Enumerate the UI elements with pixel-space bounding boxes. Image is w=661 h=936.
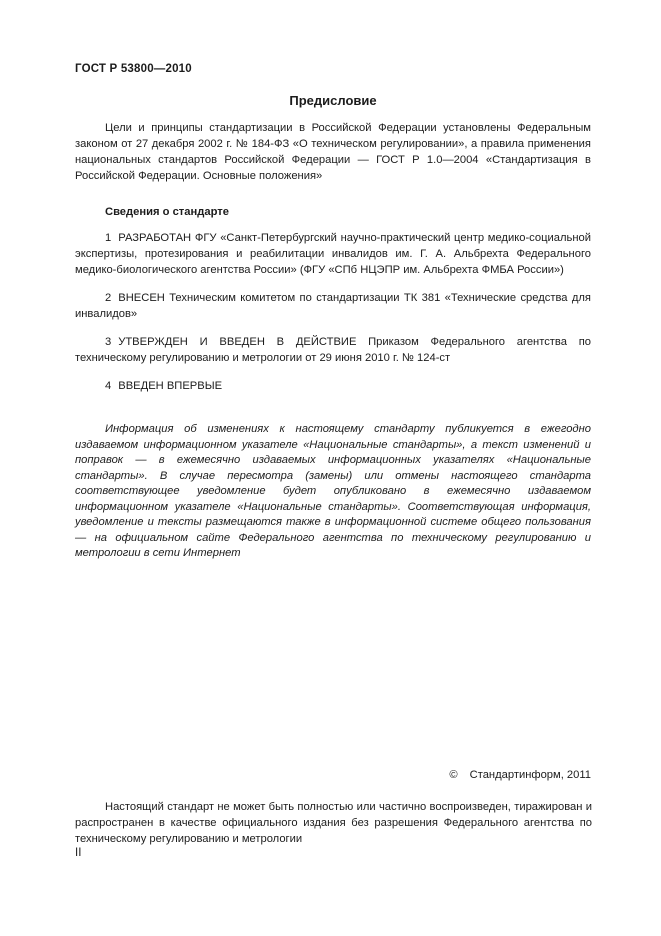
item-text: ВНЕСЕН Техническим комитетом по стандартизации ТК 381 «Технические средства для инвалидов» [75, 292, 591, 320]
doc-code: ГОСТ Р 53800—2010 [75, 63, 192, 75]
item-text: РАЗРАБОТАН ФГУ «Санкт-Петербургский научно-практический центр медико-социальной экспертизы, протезирования и реабилитации инвалидов им. Г. А. Альбрехта Федерального медико-биологического агентства России» (ФГУ «СПб НЦЭПР им. Альбрехта ФМБА России») [75, 232, 591, 276]
item-text: ВВЕДЕН ВПЕРВЫЕ [118, 380, 223, 392]
copyright-line [449, 769, 591, 781]
info-item-first-edition [75, 378, 591, 394]
info-heading: Сведения о стандарте [105, 206, 229, 218]
item-number: 2 [105, 292, 112, 304]
info-item-approved [75, 334, 591, 366]
item-text: УТВЕРЖДЕН И ВВЕДЕН В ДЕЙСТВИЕ Приказом Федерального агентства по техническому регулированию и метрологии от 29 июня 2010 г. № 124-ст [75, 336, 591, 364]
page-number: II [75, 847, 82, 859]
intro-paragraph: Цели и принципы стандартизации в Российской Федерации установлены Федеральным законом от 27 декабря 2002 г. № 184-ФЗ «О техническом регулировании», а правила применения национальных стандартов Российской Федерации — ГОСТ Р 1.0—2004 «Стандартизация в Российской Федерации. Основные положения» [75, 122, 591, 182]
page-title: Предисловие [289, 93, 377, 108]
copyright-text: Стандартинформ, 2011 [469, 769, 591, 781]
item-number: 1 [105, 232, 112, 244]
copyright-icon: © [449, 769, 458, 781]
info-item-submitted [75, 290, 591, 322]
reproduction-notice: Настоящий стандарт не может быть полностью или частично воспроизведен, тиражирован и распространен в качестве официального издания без разрешения Федерального агентства по техническому регулированию и метрологии [75, 801, 592, 845]
item-number: 4 [105, 380, 112, 392]
item-number: 3 [105, 336, 112, 348]
info-item-developed [75, 230, 591, 278]
amendment-note: Информация об изменениях к настоящему стандарту публикуется в ежегодно издаваемом информационном указателе «Национальные стандарты», а текст изменений и поправок — в ежемесячно издаваемых информационных указателях «Национальные стандарты». В случае пересмотра (замены) или отмены настоящего стандарта соответствующее уведомление будет опубликовано в ежемесячно издаваемом информационном указателе «Национальные стандарты». Соответствующая информация, уведомление и тексты размещаются также в информационной системе общего пользования — на официальном сайте Федерального агентства по техническому регулированию и метрологии в сети Интернет [75, 423, 591, 559]
